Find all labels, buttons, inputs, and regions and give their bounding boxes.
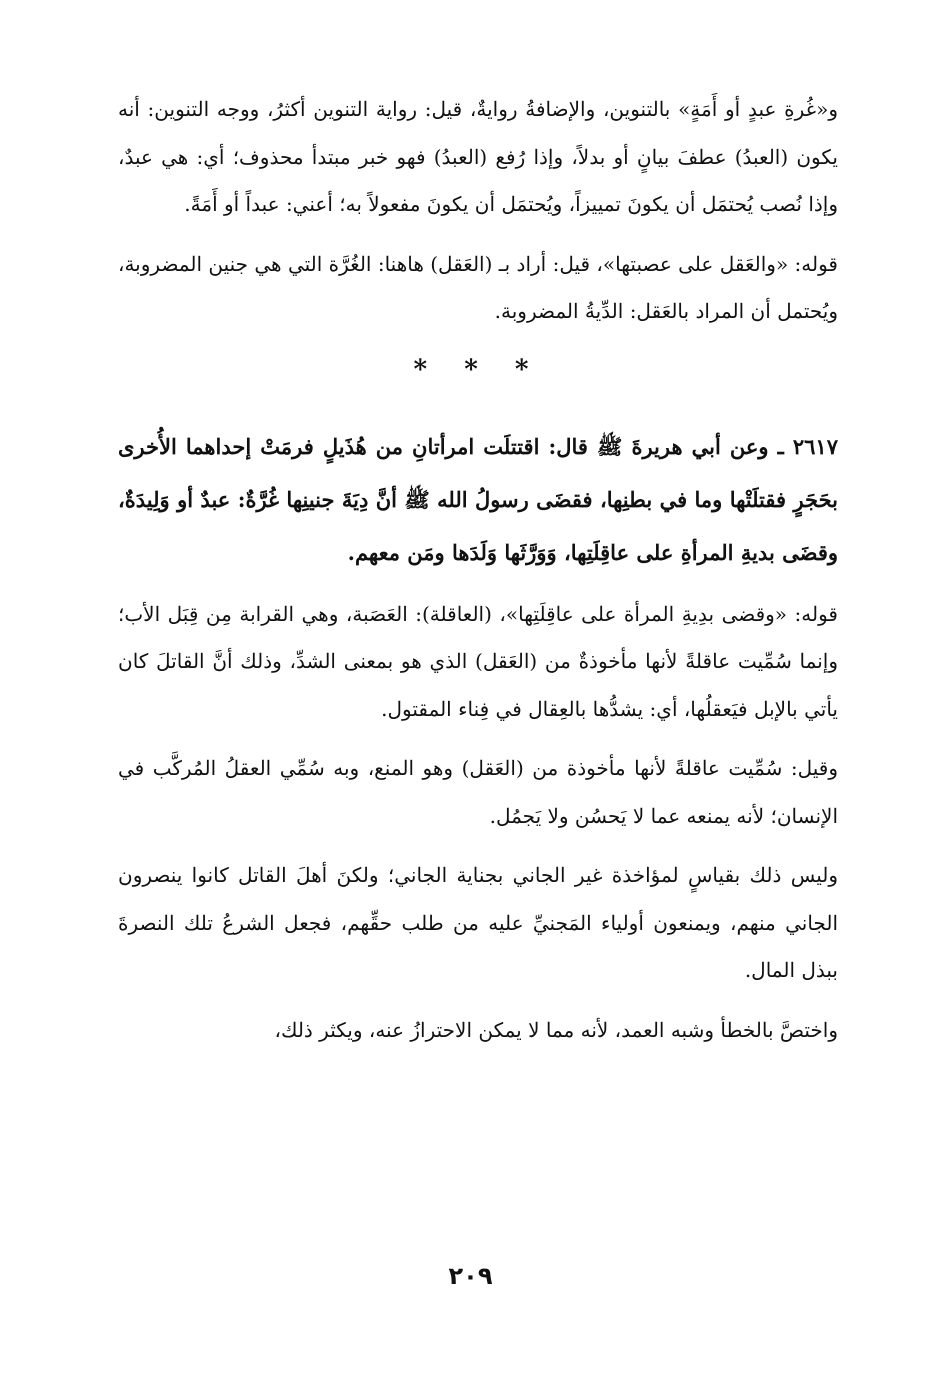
text-paragraph: وقيل: سُمِّيت عاقلةً لأنها مأخوذة من (العَقل) وهو المنع، وبه سُمِّي العقلُ المُركَّب في الإنسان؛ لأنه يمنعه عما لا يَحسُن ولا يَجمُل. <box>118 756 838 828</box>
hadith-text: ٢٦١٧ ـ وعن أبي هريرةَ ﷺ قال: اقتتلَت امرأتانِ من هُذَيلٍ فرمَتْ إحداهما الأُخرى بحَجَرٍ فقتلَتْها وما في بطنِها، فقضَى رسولُ الله ﷺ أنَّ دِيَةَ جنينِها غُرَّةٌ: عبدٌ أو وَلِيدَةٌ، وقضَى بديةِ المرأةِ على عاقِلَتِها، وَوَرَّثَها وَلَدَها ومَن معهم. <box>118 433 838 565</box>
section-separator: * * * <box>413 354 543 385</box>
text-paragraph: قوله: «والعَقل على عصبتها»، قيل: أراد بـ (العَقل) هاهنا: الغُرَّة التي هي جنين المضروبة، ويُحتمل أن المراد بالعَقل: الدِّيةُ المضروبة. <box>118 251 838 323</box>
text-paragraph: وليس ذلك بقياسٍ لمؤاخذة غير الجاني بجناية الجاني؛ ولكنَ أهلَ القاتل كانوا ينصرون الجاني منهم، ويمنعون أولياء المَجنيِّ عليه من طلب حقِّهم، فجعل الشرعُ تلك النصرةَ ببذل المال. <box>118 863 838 982</box>
text-paragraph: قوله: «وقضى بدِيةِ المرأة على عاقِلَتِها»، (العاقلة): العَصَبة، وهي القرابة مِن قِبَل الأب؛ وإنما سُمِّيت عاقلةً لأنها مأخوذةٌ من (العَقل) الذي هو بمعنى الشدِّ، وذلك أنَّ القاتلَ كان يأتي بالإبل فيَعقلُها، أي: يشدُّها بالعِقال في فِناء المقتول. <box>118 601 838 721</box>
page-body <box>118 86 838 1066</box>
page-number: ٢٠٩ <box>448 1262 493 1290</box>
text-paragraph: واختصَّ بالخطأ وشبه العمد، لأنه مما لا يمكن الاحترازُ عنه، ويكثر ذلك، <box>274 1017 838 1042</box>
text-paragraph: و«غُرةِ عبدٍ أو أَمَةٍ» بالتنوين، والإضافةُ روايةٌ، قيل: رواية التنوين أكثرُ، ووجه التنوين: أنه يكون (العبدُ) عطفَ بيانٍ أو بدلاً، وإذا رُفع (العبدُ) فهو خبر مبتدأ محذوف؛ أي: هي عبدٌ، وإذا نُصب يُحتمَل أن يكونَ تمييزاً، ويُحتمَل أن يكونَ مفعولاً به؛ أعني: عبداً أو أَمَةً. <box>118 97 838 216</box>
